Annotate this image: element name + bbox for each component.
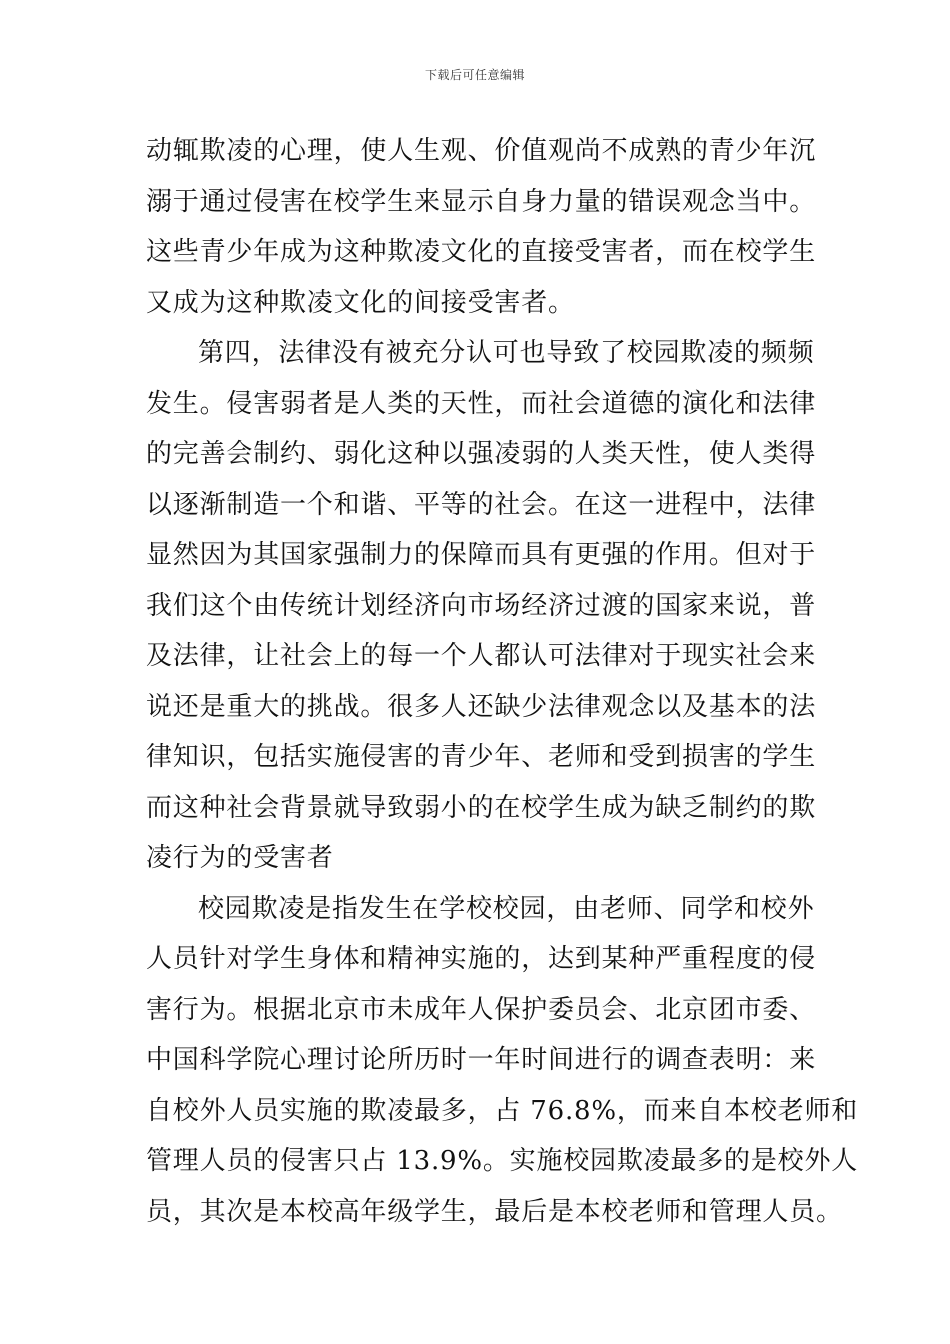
page-header: 下载后可任意编辑 [424,68,525,82]
paragraph-1-line-4: 又成为这种欺凌文化的间接受害者。 [146,287,575,318]
paragraph-2-line-3: 的完善会制约、弱化这种以强凌弱的人类天性，使人类得 [146,439,817,469]
paragraph-1-line-3: 这些青少年成为这种欺凌文化的直接受害者，而在校学生 [146,237,817,267]
paragraph-3-line-6: 管理人员的侵害只占 13.9%。实施校园欺凌最多的是校外人 [146,1146,859,1176]
paragraph-3-line-3: 害行为。根据北京市未成年人保护委员会、北京团市委、 [146,994,817,1025]
paragraph-2-line-8: 说还是重大的挑战。很多人还缺少法律观念以及基本的法 [146,691,817,722]
paragraph-2-line-4: 以逐渐制造一个和谐、平等的社会。在这一进程中，法律 [146,489,817,520]
paragraph-3-line-1: 校园欺凌是指发生在学校校园，由老师、同学和校外 [198,893,815,924]
paragraph-3-line-2: 人员针对学生身体和精神实施的，达到某种严重程度的侵 [146,944,817,974]
paragraph-2-line-9: 律知识，包括实施侵害的青少年、老师和受到损害的学生 [146,742,817,772]
paragraph-2-line-10: 而这种社会背景就导致弱小的在校学生成为缺乏制约的欺 [146,792,817,823]
paragraph-1-line-1: 动辄欺凌的心理，使人生观、价值观尚不成熟的青少年沉 [146,136,817,166]
paragraph-3-line-5: 自校外人员实施的欺凌最多，占 76.8%，而来自本校老师和 [146,1095,859,1126]
paragraph-2-line-5: 显然因为其国家强制力的保障而具有更强的作用。但对于 [146,540,817,570]
paragraph-2-line-1: 第四，法律没有被充分认可也导致了校园欺凌的频频 [198,338,815,368]
paragraph-2-line-11: 凌行为的受害者 [146,843,334,873]
paragraph-1-line-2: 溺于通过侵害在校学生来显示自身力量的错误观念当中。 [146,186,817,217]
paragraph-2-line-6: 我们这个由传统计划经济向市场经济过渡的国家来说，普 [146,590,817,621]
paragraph-2-line-7: 及法律，让社会上的每一个人都认可法律对于现实社会来 [146,641,817,671]
document-body [146,126,859,1237]
paragraph-2-line-2: 发生。侵害弱者是人类的天性，而社会道德的演化和法律 [146,388,817,419]
paragraph-3-line-4: 中国科学院心理讨论所历时一年时间进行的调查表明：来 [146,1045,817,1075]
paragraph-3-line-7: 员，其次是本校高年级学生，最后是本校老师和管理人员。 [146,1196,843,1227]
